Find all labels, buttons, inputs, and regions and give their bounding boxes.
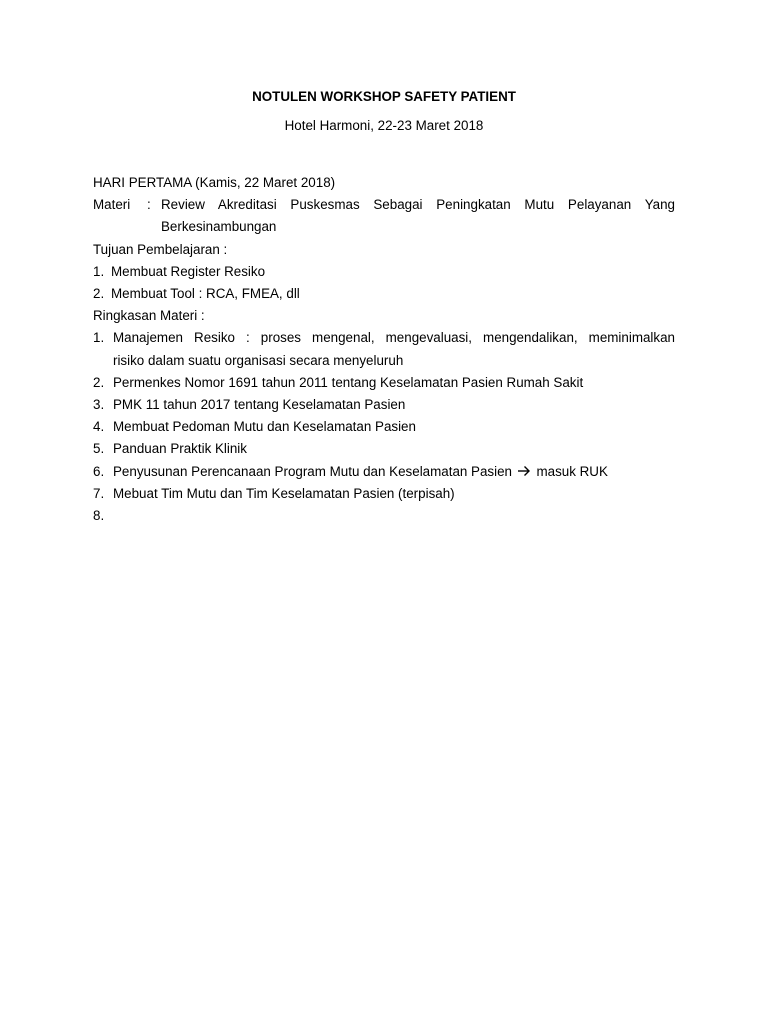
ringkasan-item-text [113, 327, 675, 371]
tujuan-item [93, 283, 675, 305]
ringkasan-item-text: PMK 11 tahun 2017 tentang Keselamatan Pasien [113, 397, 406, 413]
ringkasan-item-text-after: masuk RUK [536, 463, 608, 479]
ringkasan-item-text [113, 461, 675, 483]
ringkasan-item [93, 372, 675, 394]
list-number: 2. [93, 374, 105, 390]
ringkasan-item-text: Mebuat Tim Mutu dan Tim Keselamatan Pasien (terpisah) [113, 485, 455, 501]
tujuan-heading: Tujuan Pembelajaran : [93, 241, 228, 257]
day-heading: HARI PERTAMA (Kamis, 22 Maret 2018) [93, 175, 336, 190]
ringkasan-heading: Ringkasan Materi : [93, 308, 205, 324]
tujuan-item-text: Membuat Register Resiko [111, 263, 266, 279]
materi-colon: : [147, 197, 151, 213]
list-number: 4. [93, 419, 105, 435]
list-number: 3. [93, 397, 105, 413]
list-number: 6. [93, 463, 105, 479]
ringkasan-item [93, 416, 675, 438]
list-number: 1. [93, 330, 105, 346]
ringkasan-item-text: Permenkes Nomor 1691 tahun 2011 tentang Keselamatan Pasien Rumah Sakit [113, 374, 584, 390]
ringkasan-item [93, 483, 675, 505]
list-number: 2. [93, 286, 105, 302]
ringkasan-item [93, 327, 675, 371]
ringkasan-item-text: Membuat Pedoman Mutu dan Keselamatan Pasien [113, 419, 416, 435]
ringkasan-item-text: Panduan Praktik Klinik [113, 441, 247, 457]
materi-row [93, 194, 675, 238]
document-title: NOTULEN WORKSHOP SAFETY PATIENT [252, 89, 516, 104]
ringkasan-item [93, 438, 675, 460]
ringkasan-item [93, 394, 675, 416]
document-subtitle: Hotel Harmoni, 22-23 Maret 2018 [284, 118, 484, 133]
list-number: 1. [93, 263, 105, 279]
list-number: 8. [93, 508, 105, 524]
document-body [93, 172, 675, 527]
tujuan-item [93, 261, 675, 283]
arrow-right-icon [517, 465, 531, 477]
list-number: 5. [93, 441, 105, 457]
ringkasan-item-line2: risiko dalam suatu organisasi secara menyeluruh [113, 352, 404, 368]
ringkasan-item-line1: Manajemen Resiko : proses mengenal, mengevaluasi, mengendalikan, meminimalkan [113, 330, 675, 346]
ringkasan-item-text-before: Penyusunan Perencanaan Program Mutu dan Keselamatan Pasien [113, 463, 512, 479]
tujuan-item-text: Membuat Tool : RCA, FMEA, dll [111, 286, 300, 302]
materi-text-line1: Review Akreditasi Puskesmas Sebagai Peningkatan Mutu Pelayanan Yang [161, 197, 675, 213]
ringkasan-item [93, 461, 675, 483]
list-number: 7. [93, 485, 105, 501]
materi-text [161, 194, 675, 238]
materi-label: Materi [93, 197, 131, 213]
ringkasan-item [93, 505, 675, 527]
materi-text-line2: Berkesinambungan [161, 219, 277, 235]
